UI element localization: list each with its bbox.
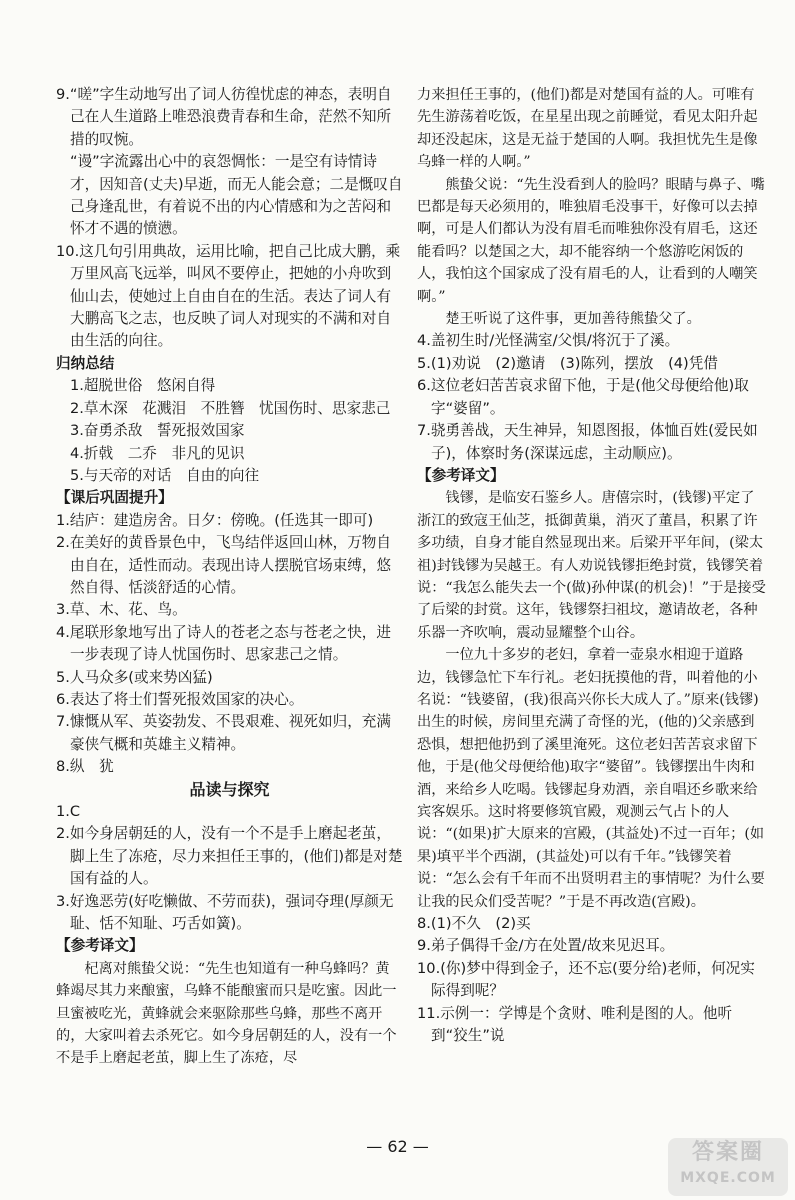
text-paragraph: 1.结庐：建造房舍。日夕：傍晚。(任选其一即可) <box>56 511 374 529</box>
text-paragraph: 2.如今身居朝廷的人，没有一个不是手上磨起老茧，脚上生了冻疮，尽力来担任王事的，(他们)都是对楚国有益的人。 <box>56 825 403 888</box>
text-paragraph: 8.纵 犹 <box>56 758 114 776</box>
section-title: 品读与探究 <box>189 779 270 799</box>
text-paragraph: 5.(1)劝说 (2)邀请 (3)陈列，摆放 (4)凭借 <box>417 354 718 372</box>
text-paragraph: 7.慷慨从军、英姿勃发、不畏艰难、视死如归，充满豪侠气概和英雄主义精神。 <box>56 713 391 753</box>
text-paragraph: 4.尾联形象地写出了诗人的苍老之态与苍老之快，进一步表现了诗人忧国伤时、思家悲己之情。 <box>56 623 391 664</box>
section-heading: 【课后巩固提升】 <box>56 489 173 507</box>
text-paragraph: 8.(1)不久 (2)买 <box>417 915 531 933</box>
text-paragraph: 3.好逸恶劳(好吃懒做、不劳而获)，强词夺理(厚颜无耻、恬不知耻、巧舌如簧)。 <box>56 892 394 933</box>
right-column <box>417 84 767 1047</box>
text-paragraph: 一位九十多岁的老妇，拿着一壶泉水相迎于道路边，钱镠急忙下车行礼。老妇抚摸他的背，叫着他的小名说：“钱婆留，(我)很高兴你长大成人了。”原来(钱镠)出生的时候，房间里充满了奇怪的光，(他的)父亲感到恐惧，想把他扔到了溪里淹死。这位老妇苦苦哀求留下他，于是(他父母便给他)取字“婆留”。钱镠摆出牛肉和酒，来给乡人吃喝。钱镠起身劝酒，亲自唱还乡歌来给宾客娱乐。这时将要修筑官殿，观测云气占卜的人说：“(如果)扩大原来的宫殿，(其益处)不过一百年；(如果)填平半个西湖，(其益处)可以有千年。”钱镠笑着说：“怎么会有千年而不出贤明君主的事情呢？为什么要让我的民众们受苦呢？”于是不再改造(宫殿)。 <box>417 647 765 910</box>
page-number: — 62 — <box>366 1137 429 1156</box>
text-paragraph: 4.折戟 二乔 非凡的见识 <box>70 444 245 462</box>
text-paragraph: 3.草、木、花、鸟。 <box>56 601 187 619</box>
text-paragraph: 6.表达了将士们誓死报效国家的决心。 <box>56 690 304 708</box>
section-heading: 归纳总结 <box>56 354 115 372</box>
text-paragraph: 2.草木深 花溅泪 不胜簪 忧国伤时、思家悲己 <box>70 399 391 417</box>
text-paragraph: 2.在美好的黄昏景色中，飞鸟结伴返回山林，万物自由自在，适性而动。表现出诗人摆脱官场束缚，悠然自得、恬淡舒适的心情。 <box>56 534 392 596</box>
text-paragraph: 11.示例一：学博是个贪财、唯利是图的人。他听到“狡生”说 <box>417 1004 733 1045</box>
text-paragraph: 1.超脱世俗 悠闲自得 <box>70 377 216 395</box>
text-paragraph: 4.盖初生时/光怪满室/父惧/将沉于了溪。 <box>417 332 680 350</box>
text-paragraph: 杞离对熊蛰父说：“先生也知道有一种乌蜂吗？黄蜂竭尽其力来酿蜜，乌蜂不能酿蜜而只是吃蜜。因此一旦蜜被吃光，黄蜂就会来驱除那些乌蜂，那些不离开的，大家叫着去杀死它。如今身居朝廷的人，没有一个不是手上磨起老茧，脚上生了冻疮，尽 <box>56 960 397 1067</box>
text-paragraph: 熊蛰父说：“先生没看到人的脸吗？眼睛与鼻子、嘴巴都是每天必须用的，唯独眉毛没事干，好像可以去掉啊，可是人们都认为没有眉毛而唯独你没有眉毛，这还能看吗？以楚国之大，却不能容纳一个悠游吃闲饭的人，我怕这个国家成了没有眉毛的人，让看到的人嘲笑啊。” <box>417 176 765 305</box>
watermark-text: 答案圈 <box>691 1140 764 1165</box>
text-paragraph: 5.与天帝的对话 自由的向往 <box>70 466 260 484</box>
left-column <box>56 84 403 1070</box>
text-paragraph: 6.这位老妇苦苦哀求留下他，于是(他父母便给他)取字“婆留”。 <box>417 377 749 417</box>
text-paragraph: 10.(你)梦中得到金子，还不忘(要分给)老师，何况实际得到呢？ <box>417 959 755 1000</box>
text-paragraph: 楚王听说了这件事，更加善待熊蛰父了。 <box>445 311 701 328</box>
text-paragraph: 9.“嗟”字生动地写出了词人彷徨忧虑的神态，表明自己在人生道路上唯恐浪费青春和生命，茫然不知所措的叹惋。 <box>56 86 392 148</box>
text-paragraph: 力来担任王事的，(他们)都是对楚国有益的人。可唯有先生游荡着吃饭，在星星出现之前睡觉，看见太阳升起却还没起床，这是无益于楚国的人啊。我担忧先生是像乌蜂一样的人啊。” <box>417 87 758 171</box>
section-heading: 【参考译文】 <box>417 466 505 484</box>
text-paragraph: 1.C <box>56 803 81 820</box>
text-paragraph: 9.弟子偶得千金/方在处置/故来见迟耳。 <box>417 937 675 955</box>
watermark-logo <box>668 1138 788 1196</box>
text-paragraph: 7.骁勇善战，天生神异，知恩图报，体恤百姓(爱民如子)，体察时务(深谋远虑，主动顺应)。 <box>417 422 758 462</box>
text-paragraph: 5.人马众多(或来势凶猛) <box>56 668 213 686</box>
text-paragraph: 10.这几句引用典故，运用比喻，把自己比成大鹏，乘万里风高飞远举，叫风不要停止，把她的小舟吹到仙山去，使她过上自由自在的生活。表达了词人有大鹏高飞之志，也反映了词人对现实的不满和对自由生活的向往。 <box>56 242 401 350</box>
section-heading: 【参考译文】 <box>56 937 144 955</box>
text-paragraph: 3.奋勇杀敌 誓死报效国家 <box>70 422 245 440</box>
watermark-url: MXQE.COM <box>680 1170 776 1186</box>
text-paragraph: 钱镠，是临安石鉴乡人。唐僖宗时，(钱镠)平定了浙江的致寇王仙芝，抵御黄巢，消灭了董昌，积累了许多功绩，自身才能自然显现出来。后梁开平年间，(梁太祖)封钱镠为吴越王。有人劝说钱镠拒绝封赏，钱镠笑着说：“我怎么能失去一个(做)孙仲谋(的机会)！”于是接受了后梁的封赏。这年，钱镠祭扫祖坟，邀请故老，各种乐器一齐吹响，震动显耀整个山谷。 <box>417 490 766 641</box>
text-paragraph: “谩”字流露出心中的哀怨惆怅：一是空有诗情诗才，因知音(丈夫)早逝，而无人能会意；二是慨叹自己身逢乱世，有着说不出的内心情感和为之苦闷和怀才不遇的愤懑。 <box>70 153 403 238</box>
